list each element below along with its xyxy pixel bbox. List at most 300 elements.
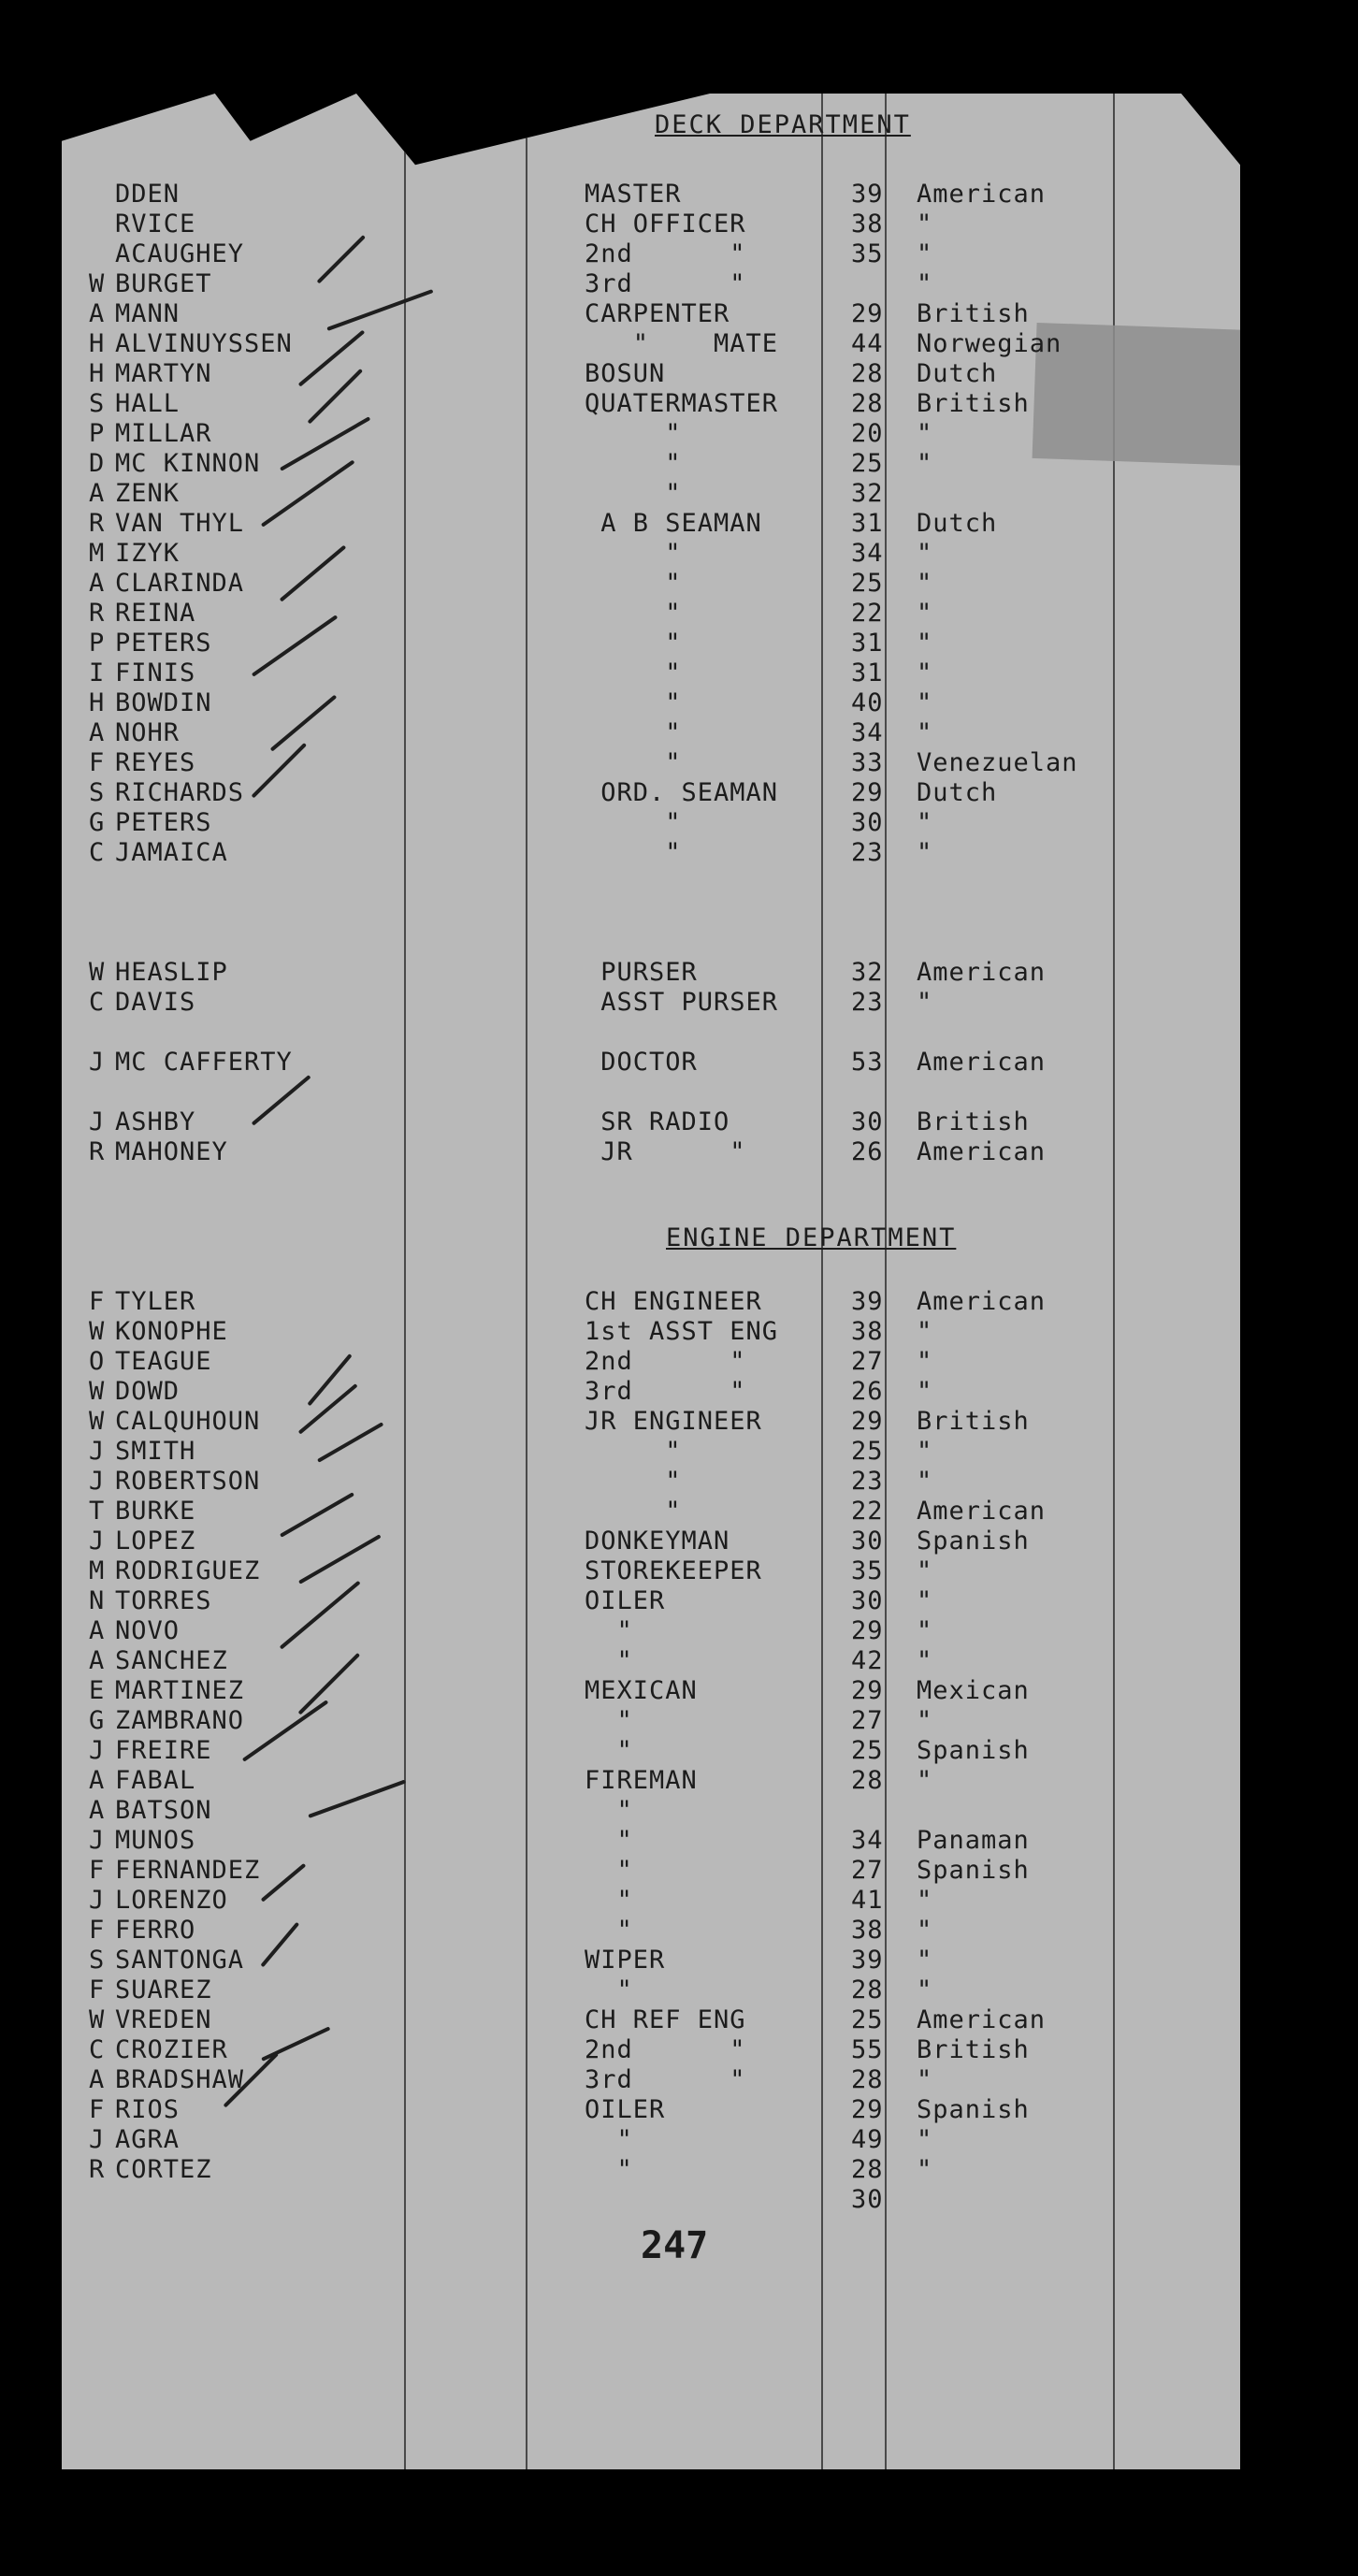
crew-initial: F: [89, 2095, 106, 2124]
crew-surname: BURGET: [115, 269, 212, 298]
crew-age: 33: [851, 748, 884, 777]
crew-row: [0, 988, 1358, 1018]
crew-position: CH REF ENG: [585, 2005, 746, 2034]
crew-surname: TYLER: [115, 1287, 196, 1316]
crew-initial: A: [89, 1796, 106, 1825]
crew-surname: MUNOS: [115, 1826, 196, 1855]
crew-row: [0, 1377, 1358, 1407]
crew-surname: IZYK: [115, 539, 181, 568]
crew-surname: HALL: [115, 389, 181, 418]
crew-nationality: ": [917, 658, 933, 687]
crew-position: ": [585, 1856, 633, 1885]
crew-nationality: Dutch: [917, 509, 998, 538]
crew-initial: A: [89, 718, 106, 747]
crew-nationality: British: [917, 1407, 1030, 1436]
crew-initial: C: [89, 988, 106, 1017]
crew-age: 31: [851, 509, 884, 538]
crew-nationality: American: [917, 1497, 1047, 1526]
crew-position: 3rd ": [585, 269, 746, 298]
crew-age: 29: [851, 778, 884, 807]
crew-initial: W: [89, 1317, 106, 1346]
crew-position: ": [585, 748, 682, 777]
crew-nationality: ": [917, 1886, 933, 1915]
crew-initial: W: [89, 1407, 106, 1436]
crew-initial: C: [89, 2035, 106, 2064]
crew-nationality: ": [917, 1347, 933, 1376]
crew-position: JR ENGINEER: [585, 1407, 762, 1436]
crew-row: [0, 1287, 1358, 1317]
crew-position: CH ENGINEER: [585, 1287, 762, 1316]
crew-age: 39: [851, 1287, 884, 1316]
crew-age: 30: [851, 2185, 884, 2214]
crew-age: 20: [851, 419, 884, 448]
crew-age: 29: [851, 1407, 884, 1436]
crew-position: ": [585, 718, 682, 747]
crew-position: ": [585, 658, 682, 687]
crew-position: CARPENTER: [585, 299, 730, 328]
crew-nationality: ": [917, 1437, 933, 1466]
crew-surname: RODRIGUEZ: [115, 1556, 261, 1585]
crew-position: 1st ASST ENG: [585, 1317, 779, 1346]
crew-age: 35: [851, 239, 884, 268]
crew-nationality: Mexican: [917, 1676, 1030, 1705]
crew-age: 34: [851, 1826, 884, 1855]
crew-initial: P: [89, 419, 106, 448]
crew-nationality: Spanish: [917, 2095, 1030, 2124]
crew-age: 28: [851, 389, 884, 418]
crew-position: PURSER: [585, 958, 698, 987]
crew-nationality: ": [917, 1586, 933, 1615]
crew-initial: W: [89, 2005, 106, 2034]
crew-surname: FERNANDEZ: [115, 1856, 261, 1885]
crew-age: 34: [851, 718, 884, 747]
crew-nationality: ": [917, 988, 933, 1017]
crew-position: ": [585, 1616, 633, 1645]
crew-nationality: ": [917, 1975, 933, 2004]
crew-surname: SANTONGA: [115, 1946, 245, 1975]
crew-surname: RVICE: [115, 210, 196, 239]
crew-row: [0, 2065, 1358, 2095]
crew-nationality: ": [917, 1916, 933, 1945]
crew-row: [0, 389, 1358, 419]
crew-age: 26: [851, 1377, 884, 1406]
crew-age: 25: [851, 569, 884, 598]
crew-surname: REYES: [115, 748, 196, 777]
crew-row: [0, 1556, 1358, 1586]
crew-nationality: ": [917, 269, 933, 298]
crew-age: 22: [851, 1497, 884, 1526]
crew-surname: FERRO: [115, 1916, 196, 1945]
crew-surname: NOVO: [115, 1616, 181, 1645]
crew-nationality: British: [917, 2035, 1030, 2064]
crew-row: [0, 808, 1358, 838]
crew-row: [0, 1706, 1358, 1736]
engine-department-header: ENGINE DEPARTMENT: [666, 1223, 957, 1252]
crew-surname: ZENK: [115, 479, 181, 508]
crew-row: [0, 1886, 1358, 1916]
crew-age: 38: [851, 1916, 884, 1945]
crew-initial: O: [89, 1347, 106, 1376]
crew-position: 2nd ": [585, 1347, 746, 1376]
crew-row: [0, 1317, 1358, 1347]
crew-nationality: ": [917, 1946, 933, 1975]
crew-nationality: ": [917, 688, 933, 717]
crew-row: [0, 2035, 1358, 2065]
crew-row: [0, 1766, 1358, 1796]
crew-row: [0, 180, 1358, 210]
crew-position: " MATE: [585, 329, 779, 358]
crew-initial: S: [89, 1946, 106, 1975]
crew-age: 25: [851, 2005, 884, 2034]
crew-row: [0, 359, 1358, 389]
crew-initial: S: [89, 389, 106, 418]
crew-row: [0, 1437, 1358, 1467]
crew-initial: D: [89, 449, 106, 478]
crew-position: ORD. SEAMAN: [585, 778, 779, 807]
crew-position: ": [585, 1916, 633, 1945]
crew-age: 29: [851, 299, 884, 328]
crew-nationality: British: [917, 1107, 1030, 1136]
crew-nationality: Panaman: [917, 1826, 1030, 1855]
crew-row: [0, 1048, 1358, 1078]
crew-age: 34: [851, 539, 884, 568]
crew-surname: DDEN: [115, 180, 181, 209]
crew-row: [0, 1407, 1358, 1437]
crew-row: [0, 2155, 1358, 2185]
crew-surname: JAMAICA: [115, 838, 228, 867]
crew-surname: MARTYN: [115, 359, 212, 388]
crew-surname: TORRES: [115, 1586, 212, 1615]
crew-surname: LORENZO: [115, 1886, 228, 1915]
crew-initial: W: [89, 958, 106, 987]
crew-initial: P: [89, 629, 106, 658]
crew-nationality: ": [917, 1646, 933, 1675]
crew-age: 27: [851, 1347, 884, 1376]
crew-surname: PETERS: [115, 808, 212, 837]
crew-position: ": [585, 419, 682, 448]
crew-position: ": [585, 1886, 633, 1915]
crew-nationality: Dutch: [917, 778, 998, 807]
crew-position: MEXICAN: [585, 1676, 698, 1705]
crew-surname: SMITH: [115, 1437, 196, 1466]
crew-nationality: Spanish: [917, 1527, 1030, 1556]
crew-position: ": [585, 1497, 682, 1526]
crew-position: ": [585, 1796, 633, 1825]
crew-row: [0, 449, 1358, 479]
crew-surname: CROZIER: [115, 2035, 228, 2064]
crew-position: OILER: [585, 2095, 666, 2124]
crew-age: 31: [851, 629, 884, 658]
crew-surname: MC KINNON: [115, 449, 261, 478]
crew-position: ": [585, 1736, 633, 1765]
crew-row: [0, 778, 1358, 808]
crew-age: 30: [851, 808, 884, 837]
crew-nationality: ": [917, 838, 933, 867]
crew-surname: CORTEZ: [115, 2155, 212, 2184]
crew-position: BOSUN: [585, 359, 666, 388]
crew-row: [0, 748, 1358, 778]
crew-initial: J: [89, 1467, 106, 1496]
crew-initial: J: [89, 1107, 106, 1136]
crew-row: [0, 2005, 1358, 2035]
crew-position: A B SEAMAN: [585, 509, 762, 538]
crew-initial: J: [89, 1886, 106, 1915]
crew-surname: FABAL: [115, 1766, 196, 1795]
crew-position: ": [585, 1706, 633, 1735]
crew-surname: ZAMBRANO: [115, 1706, 245, 1735]
crew-surname: RIOS: [115, 2095, 181, 2124]
crew-initial: H: [89, 359, 106, 388]
crew-age: 44: [851, 329, 884, 358]
crew-surname: ASHBY: [115, 1107, 196, 1136]
crew-position: ": [585, 569, 682, 598]
crew-initial: A: [89, 2065, 106, 2094]
crew-surname: BATSON: [115, 1796, 212, 1825]
crew-nationality: ": [917, 210, 933, 239]
crew-initial: J: [89, 1437, 106, 1466]
crew-initial: E: [89, 1676, 106, 1705]
crew-age: 28: [851, 1766, 884, 1795]
crew-nationality: Spanish: [917, 1736, 1030, 1765]
crew-nationality: American: [917, 958, 1047, 987]
crew-position: ": [585, 838, 682, 867]
crew-surname: ROBERTSON: [115, 1467, 261, 1496]
crew-initial: H: [89, 329, 106, 358]
crew-surname: VAN THYL: [115, 509, 245, 538]
crew-nationality: ": [917, 1766, 933, 1795]
crew-surname: BURKE: [115, 1497, 196, 1526]
crew-row: [0, 1975, 1358, 2005]
crew-age: 25: [851, 1437, 884, 1466]
crew-age: 55: [851, 2035, 884, 2064]
crew-row: [0, 688, 1358, 718]
crew-position: ": [585, 1437, 682, 1466]
crew-initial: J: [89, 2125, 106, 2154]
crew-row: [0, 239, 1358, 269]
crew-initial: W: [89, 1377, 106, 1406]
crew-surname: FREIRE: [115, 1736, 212, 1765]
crew-nationality: ": [917, 2155, 933, 2184]
crew-row: [0, 299, 1358, 329]
crew-surname: REINA: [115, 599, 196, 628]
crew-surname: SANCHEZ: [115, 1646, 228, 1675]
crew-surname: ACAUGHEY: [115, 239, 245, 268]
crew-row: [0, 419, 1358, 449]
crew-initial: M: [89, 1556, 106, 1585]
crew-row: [0, 1616, 1358, 1646]
crew-age: 29: [851, 2095, 884, 2124]
crew-row: [0, 210, 1358, 239]
crew-initial: F: [89, 748, 106, 777]
crew-initial: I: [89, 658, 106, 687]
crew-surname: VREDEN: [115, 2005, 212, 2034]
crew-initial: J: [89, 1736, 106, 1765]
crew-age: 49: [851, 2125, 884, 2154]
crew-surname: KONOPHE: [115, 1317, 228, 1346]
page-number: 247: [641, 2224, 709, 2267]
crew-age: 28: [851, 2155, 884, 2184]
crew-nationality: American: [917, 180, 1047, 209]
crew-nationality: American: [917, 2005, 1047, 2034]
crew-nationality: ": [917, 808, 933, 837]
crew-initial: J: [89, 1527, 106, 1556]
crew-age: 28: [851, 1975, 884, 2004]
crew-surname: MAHONEY: [115, 1137, 228, 1166]
crew-initial: F: [89, 1916, 106, 1945]
crew-position: 2nd ": [585, 239, 746, 268]
crew-position: ASST PURSER: [585, 988, 779, 1017]
crew-initial: A: [89, 1646, 106, 1675]
crew-nationality: ": [917, 1706, 933, 1735]
crew-row: [0, 1946, 1358, 1975]
crew-row: [0, 1467, 1358, 1497]
crew-position: FIREMAN: [585, 1766, 698, 1795]
crew-row: [0, 2125, 1358, 2155]
crew-row: [0, 329, 1358, 359]
crew-position: 3rd ": [585, 2065, 746, 2094]
crew-surname: BRADSHAW: [115, 2065, 245, 2094]
crew-position: JR ": [585, 1137, 746, 1166]
crew-row: [0, 629, 1358, 658]
crew-row: [0, 1736, 1358, 1766]
crew-row: [0, 1347, 1358, 1377]
crew-initial: F: [89, 1287, 106, 1316]
crew-row: [0, 1527, 1358, 1556]
crew-surname: HEASLIP: [115, 958, 228, 987]
crew-position: CH OFFICER: [585, 210, 746, 239]
crew-nationality: ": [917, 629, 933, 658]
crew-row: [0, 479, 1358, 509]
crew-nationality: ": [917, 569, 933, 598]
crew-row: [0, 718, 1358, 748]
crew-nationality: American: [917, 1048, 1047, 1077]
crew-age: 29: [851, 1676, 884, 1705]
crew-initial: R: [89, 1137, 106, 1166]
deck-department-header: DECK DEPARTMENT: [655, 110, 911, 139]
crew-row: [0, 1826, 1358, 1856]
crew-age: 30: [851, 1586, 884, 1615]
crew-surname: CALQUHOUN: [115, 1407, 261, 1436]
crew-position: DOCTOR: [585, 1048, 698, 1077]
crew-row: [0, 1796, 1358, 1826]
crew-initial: T: [89, 1497, 106, 1526]
crew-position: QUATERMASTER: [585, 389, 779, 418]
crew-age: 29: [851, 1616, 884, 1645]
crew-surname: MARTINEZ: [115, 1676, 245, 1705]
crew-nationality: ": [917, 419, 933, 448]
crew-age: 28: [851, 2065, 884, 2094]
crew-initial: M: [89, 539, 106, 568]
crew-nationality: American: [917, 1137, 1047, 1166]
crew-row: [0, 2185, 1358, 2215]
crew-row: [0, 1137, 1358, 1167]
crew-nationality: ": [917, 2065, 933, 2094]
crew-nationality: ": [917, 539, 933, 568]
crew-age: 39: [851, 1946, 884, 1975]
crew-age: 23: [851, 838, 884, 867]
crew-nationality: ": [917, 599, 933, 628]
crew-age: 30: [851, 1527, 884, 1556]
crew-age: 35: [851, 1556, 884, 1585]
crew-age: 26: [851, 1137, 884, 1166]
crew-nationality: ": [917, 718, 933, 747]
crew-position: ": [585, 1975, 633, 2004]
crew-row: [0, 1646, 1358, 1676]
crew-surname: NOHR: [115, 718, 181, 747]
crew-initial: A: [89, 1766, 106, 1795]
crew-row: [0, 1856, 1358, 1886]
crew-initial: R: [89, 599, 106, 628]
crew-age: 32: [851, 479, 884, 508]
crew-surname: TEAGUE: [115, 1347, 212, 1376]
crew-initial: A: [89, 299, 106, 328]
crew-nationality: ": [917, 1467, 933, 1496]
crew-surname: RICHARDS: [115, 778, 245, 807]
crew-position: ": [585, 688, 682, 717]
crew-age: 39: [851, 180, 884, 209]
crew-age: 53: [851, 1048, 884, 1077]
crew-age: 41: [851, 1886, 884, 1915]
crew-initial: R: [89, 2155, 106, 2184]
crew-row: [0, 958, 1358, 988]
crew-age: 28: [851, 359, 884, 388]
crew-position: 2nd ": [585, 2035, 746, 2064]
crew-initial: G: [89, 808, 106, 837]
crew-nationality: Spanish: [917, 1856, 1030, 1885]
crew-initial: F: [89, 1856, 106, 1885]
crew-row: [0, 1107, 1358, 1137]
crew-row: [0, 1497, 1358, 1527]
crew-initial: H: [89, 688, 106, 717]
crew-age: 27: [851, 1856, 884, 1885]
crew-position: WIPER: [585, 1946, 666, 1975]
crew-nationality: ": [917, 1317, 933, 1346]
crew-position: SR RADIO: [585, 1107, 730, 1136]
crew-surname: AGRA: [115, 2125, 181, 2154]
crew-age: 30: [851, 1107, 884, 1136]
crew-position: ": [585, 1646, 633, 1675]
crew-row: [0, 539, 1358, 569]
crew-position: ": [585, 599, 682, 628]
crew-position: ": [585, 1826, 633, 1855]
crew-surname: DAVIS: [115, 988, 196, 1017]
crew-age: 27: [851, 1706, 884, 1735]
crew-position: DONKEYMAN: [585, 1527, 730, 1556]
crew-surname: BOWDIN: [115, 688, 212, 717]
crew-nationality: ": [917, 2125, 933, 2154]
crew-position: ": [585, 2155, 633, 2184]
crew-row: [0, 838, 1358, 868]
crew-nationality: American: [917, 1287, 1047, 1316]
crew-age: 31: [851, 658, 884, 687]
crew-row: [0, 658, 1358, 688]
crew-age: 38: [851, 1317, 884, 1346]
crew-nationality: ": [917, 1377, 933, 1406]
crew-age: 23: [851, 988, 884, 1017]
crew-initial: N: [89, 1586, 106, 1615]
crew-initial: F: [89, 1975, 106, 2004]
crew-initial: S: [89, 778, 106, 807]
crew-surname: MC CAFFERTY: [115, 1048, 293, 1077]
crew-age: 23: [851, 1467, 884, 1496]
crew-age: 32: [851, 958, 884, 987]
crew-surname: MANN: [115, 299, 181, 328]
crew-position: ": [585, 449, 682, 478]
crew-position: ": [585, 629, 682, 658]
crew-age: 25: [851, 1736, 884, 1765]
crew-position: MASTER: [585, 180, 682, 209]
crew-surname: MILLAR: [115, 419, 212, 448]
